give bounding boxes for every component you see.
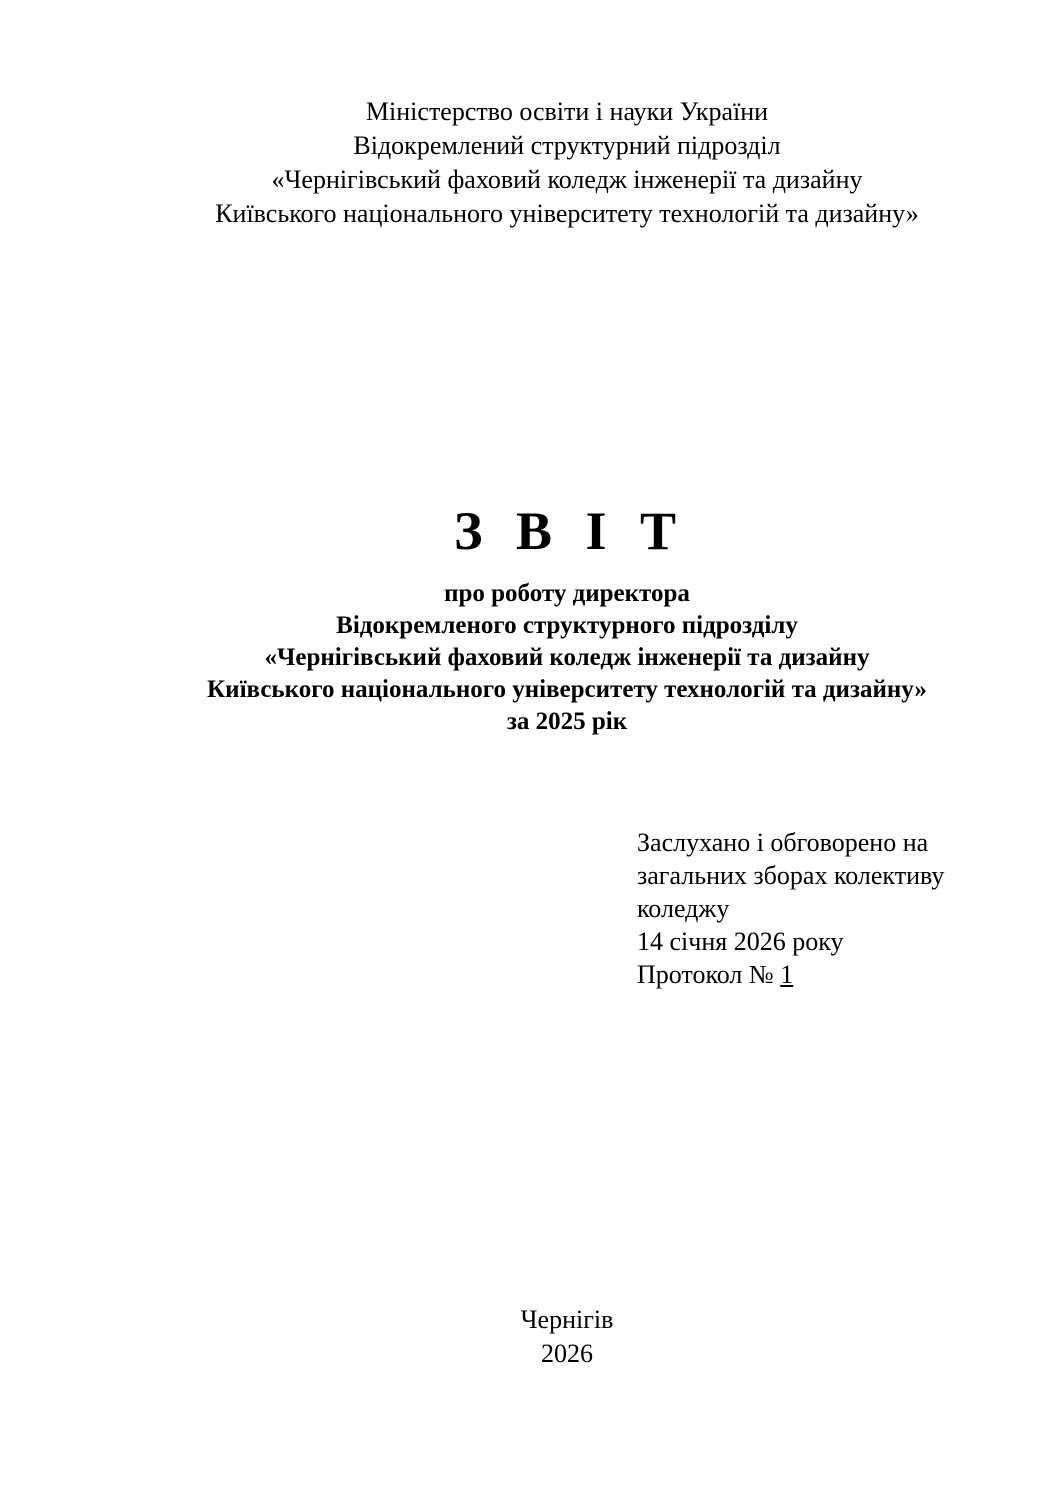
approval-line-meeting: загальних зборах колективу [637,861,945,890]
protocol-number: 1 [780,960,794,989]
approval-line-heard: Заслухано і обговорено на [637,828,929,857]
approval-line-college: коледжу [637,894,730,923]
protocol-line [637,958,1037,991]
approval-line-date: 14 січня 2026 року [637,927,844,956]
subtitle-line-college: «Чернігівський фаховий коледж інженерії та дизайну [264,644,870,671]
header-line-college: «Чернігівський фаховий коледж інженерії та дизайну [271,165,863,194]
footer-city: Чернігів [520,1305,614,1334]
header-line-university: Київського національного університету технологій та дизайну» [215,199,919,228]
report-title: З В І Т [453,501,687,561]
approval-note [637,826,1037,991]
subtitle-line-university: Київського національного університету технологій та дизайну» [207,676,927,703]
subtitle-line-subdivision: Відокремленого структурного підрозділу [336,612,798,639]
place-and-year [0,1303,1058,1371]
ministry-header [0,95,1058,231]
header-line-ministry: Міністерство освіти і науки України [365,97,769,126]
subtitle-line-about: про роботу директора [444,580,690,607]
protocol-label: Протокол № [637,960,781,989]
footer-year: 2026 [541,1339,593,1368]
header-line-subdivision: Відокремлений структурний підрозділ [353,131,781,160]
report-subtitle [0,578,1058,738]
subtitle-line-year: за 2025 рік [506,708,628,735]
